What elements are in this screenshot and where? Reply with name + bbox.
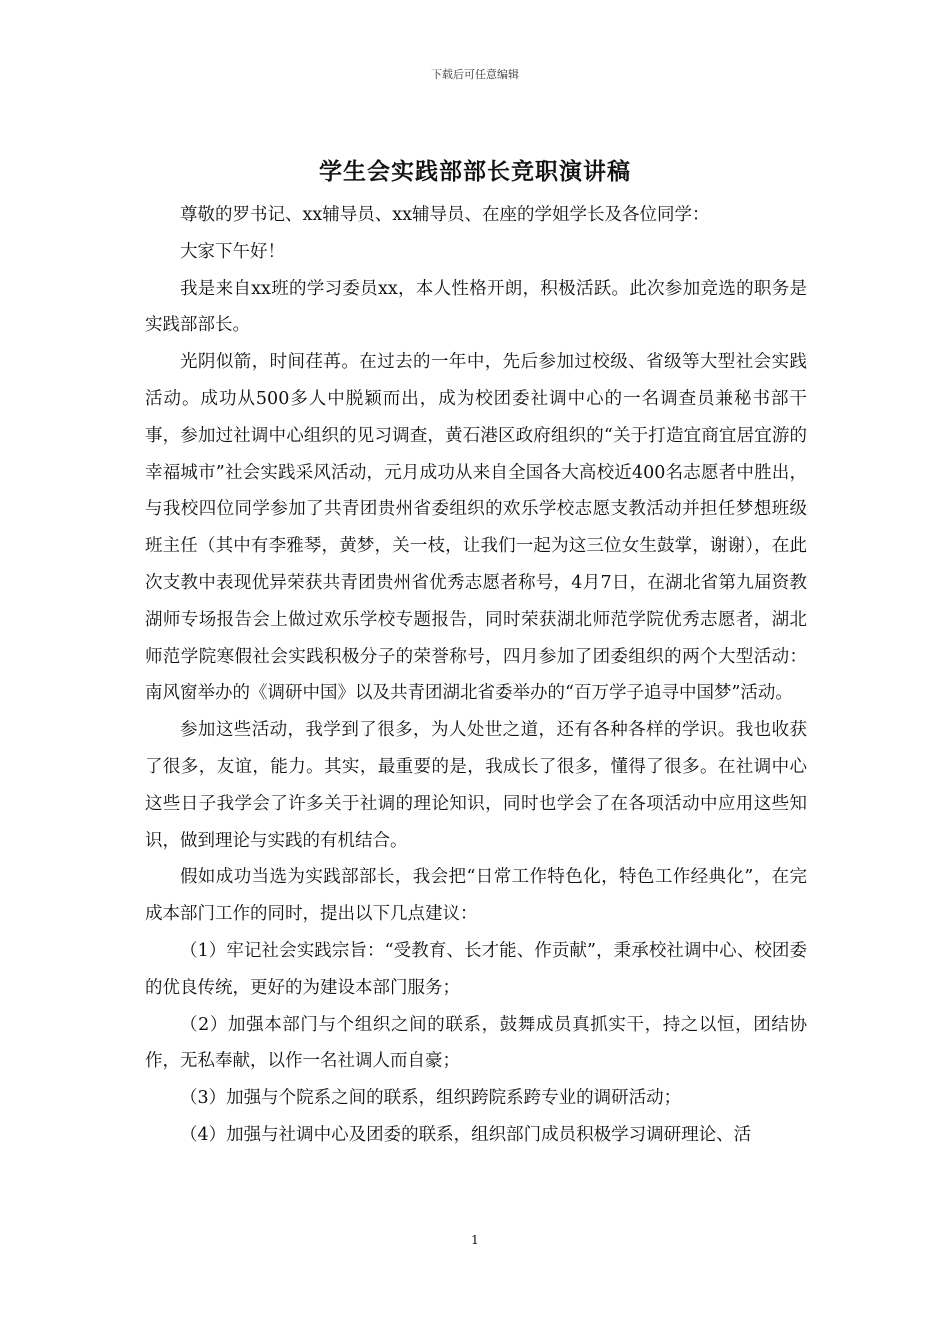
paragraph-suggestion-3: （3）加强与个院系之间的联系，组织跨院系跨专业的调研活动； [180, 1088, 682, 1109]
paragraph-suggestion-1: （1）牢记社会实践宗旨：“受教育、长才能、作贡献”，秉承校社调中心、校团委的优良传统，更好的为建设本部门服务； [145, 940, 807, 998]
paragraph-suggestion-4: （4）加强与社调中心及团委的联系，组织部门成员积极学习调研理论、活 [180, 1124, 752, 1145]
paragraph-plan: 假如成功当选为实践部部长，我会把“日常工作特色化，特色工作经典化”，在完成本部门工作的同时，提出以下几点建议： [145, 867, 807, 925]
paragraph-suggestion-2: （2）加强本部门与个组织之间的联系，鼓舞成员真抓实干，持之以恒，团结协作，无私奉献，以作一名社调人而自豪； [145, 1014, 807, 1072]
document-title: 学生会实践部部长竞职演讲稿 [319, 158, 631, 185]
document-body [145, 197, 807, 1154]
header-note: 下载后可任意编辑 [431, 68, 519, 81]
paragraph-salutation: 大家下午好！ [180, 241, 285, 262]
paragraph-experience: 光阴似箭，时间荏苒。在过去的一年中，先后参加过校级、省级等大型社会实践活动。成功从500多人中脱颖而出，成为校团委社调中心的一名调查员兼秘书部干事，参加过社调中心组织的见习调查，黄石港区政府组织的“关于打造宜商宜居宜游的幸福城市”社会实践采风活动，元月成功从来自全国各大高校近400名志愿者中胜出，与我校四位同学参加了共青团贵州省委组织的欢乐学校志愿支教活动并担任梦想班级班主任（其中有李雅琴，黄梦，关一枝，让我们一起为这三位女生鼓掌，谢谢），在此次支教中表现优异荣获共青团贵州省优秀志愿者称号，4月7日，在湖北省第九届资教湖师专场报告会上做过欢乐学校专题报告，同时荣获湖北师范学院优秀志愿者，湖北师范学院寒假社会实践积极分子的荣誉称号，四月参加了团委组织的两个大型活动：南风窗举办的《调研中国》以及共青团湖北省委举办的“百万学子追寻中国梦”活动。 [145, 352, 807, 704]
page-number: 1 [471, 1233, 479, 1247]
paragraph-greeting: 尊敬的罗书记、xx辅导员、xx辅导员、在座的学姐学长及各位同学： [180, 205, 710, 225]
paragraph-gains: 参加这些活动，我学到了很多，为人处世之道，还有各种各样的学识。我也收获了很多，友谊，能力。其实，最重要的是，我成长了很多，懂得了很多。在社调中心这些日子我学会了许多关于社调的理论知识，同时也学会了在各项活动中应用这些知识，做到理论与实践的有机结合。 [145, 720, 807, 851]
paragraph-introduction: 我是来自xx班的学习委员xx，本人性格开朗，积极活跃。此次参加竞选的职务是实践部部长。 [145, 278, 807, 336]
